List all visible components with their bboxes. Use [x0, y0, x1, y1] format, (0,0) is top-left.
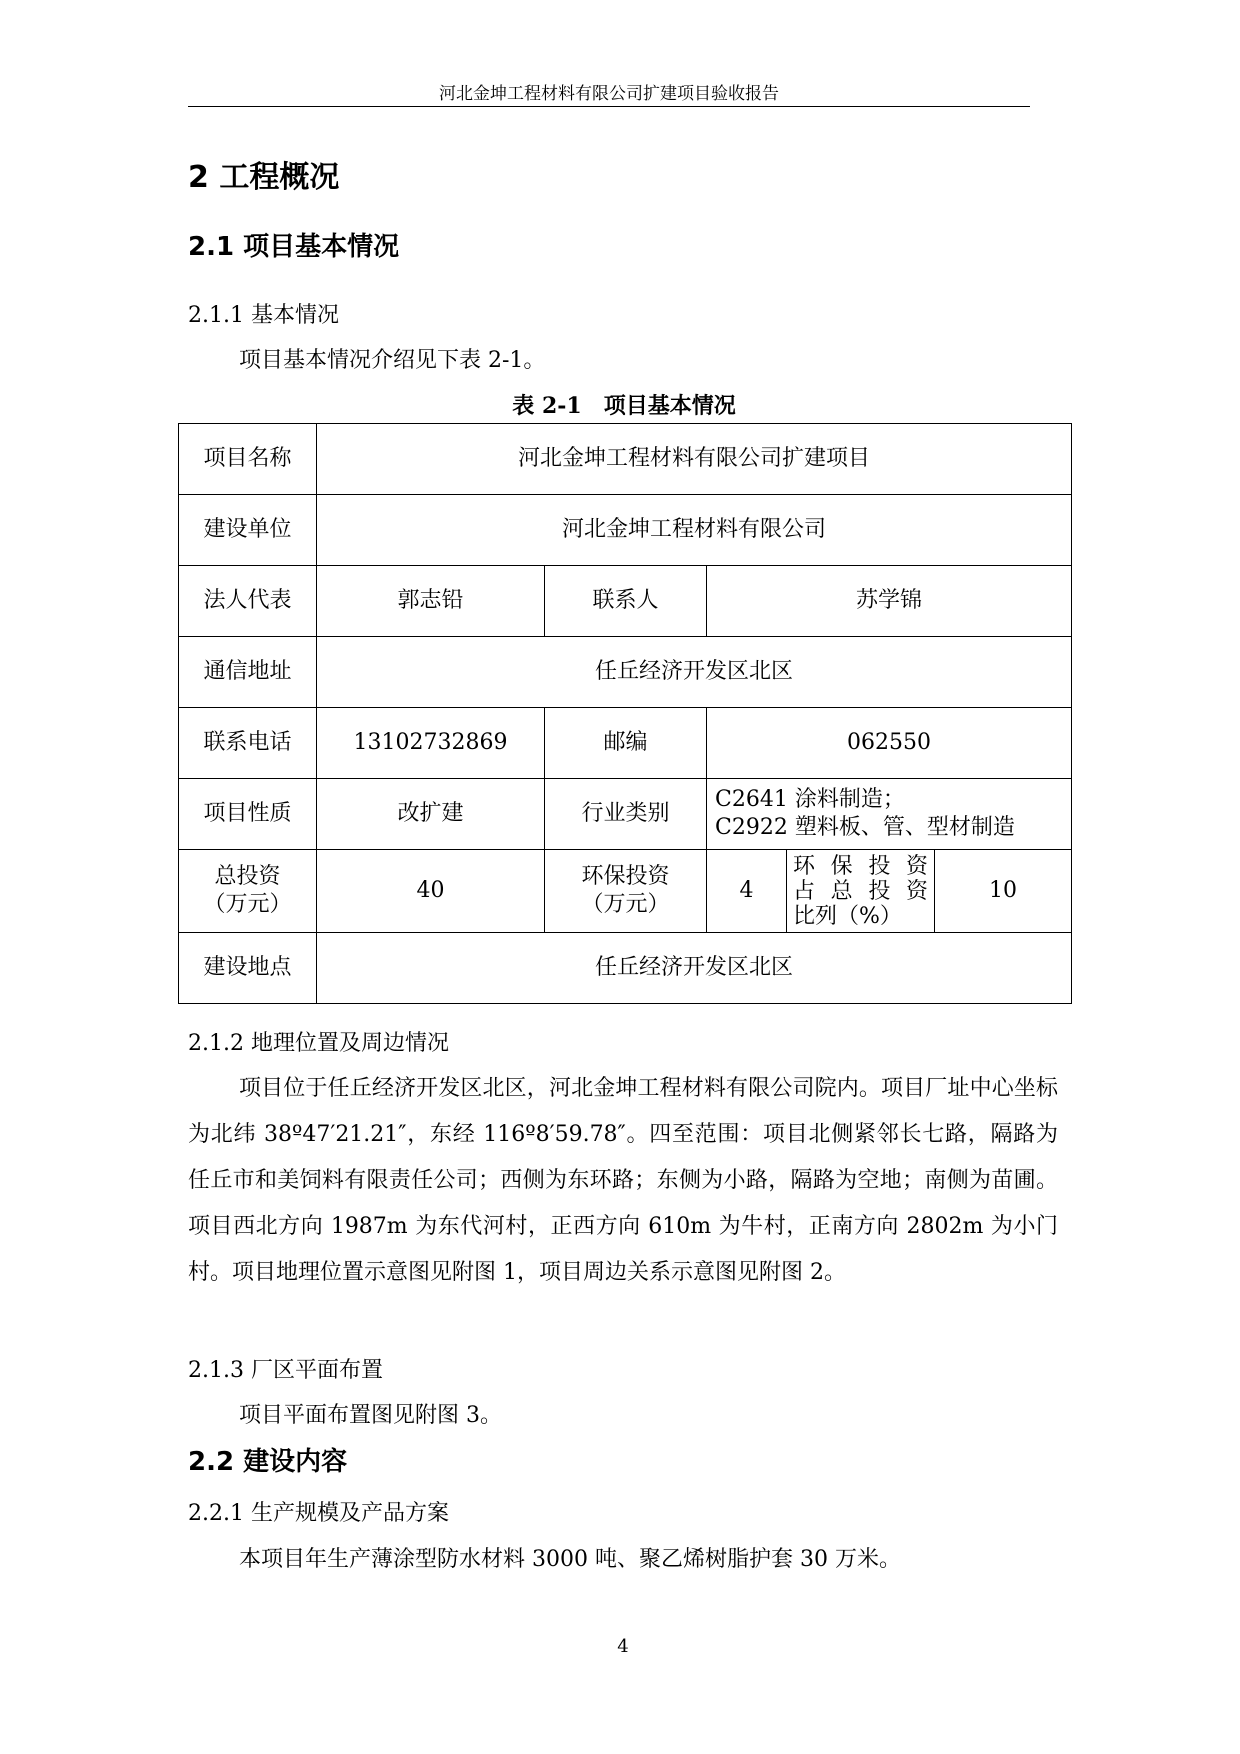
table-row — [179, 424, 1072, 495]
label-cell: 项目名称 — [179, 424, 317, 495]
value-cell: 40 — [317, 850, 545, 933]
label-cell — [545, 850, 707, 933]
section-heading-2-1: 2.1 项目基本情况 — [188, 232, 400, 262]
value-cell: 任丘经济开发区北区 — [317, 933, 1072, 1004]
label-cell: 法人代表 — [179, 566, 317, 637]
table-row — [179, 933, 1072, 1004]
page-number: 4 — [617, 1636, 629, 1657]
subsection-heading-2-1-2: 2.1.2 地理位置及周边情况 — [188, 1031, 449, 1056]
table-row — [179, 708, 1072, 779]
label-line: 占总投资 — [793, 878, 928, 904]
value-cell: 4 — [707, 850, 787, 933]
label-cell — [179, 850, 317, 933]
label-cell: 项目性质 — [179, 779, 317, 850]
table-row — [179, 850, 1072, 933]
chapter-heading: 2 工程概况 — [188, 160, 340, 195]
label-line: （万元） — [203, 892, 292, 917]
value-cell: 062550 — [707, 708, 1072, 779]
intro-paragraph: 项目基本情况介绍见下表 2-1。 — [239, 348, 546, 373]
value-cell: 郭志铅 — [317, 566, 545, 637]
value-cell: 任丘经济开发区北区 — [317, 637, 1072, 708]
label-line: 比列（%） — [793, 903, 902, 929]
value-cell: 13102732869 — [317, 708, 545, 779]
project-info-table — [178, 423, 1072, 1004]
label-cell: 行业类别 — [545, 779, 707, 850]
table-row — [179, 566, 1072, 637]
header-rule — [188, 106, 1030, 107]
table-row — [179, 637, 1072, 708]
label-line: 环保投资 — [581, 864, 670, 889]
label-line: 总投资 — [214, 864, 281, 889]
label-line: （万元） — [581, 892, 670, 917]
subsection-heading-2-1-3: 2.1.3 厂区平面布置 — [188, 1358, 383, 1383]
value-cell: 河北金坤工程材料有限公司扩建项目 — [317, 424, 1072, 495]
layout-paragraph: 项目平面布置图见附图 3。 — [239, 1403, 502, 1428]
industry-value-cell — [707, 779, 1072, 850]
label-line: 环保投资 — [793, 853, 928, 879]
value-cell: 10 — [935, 850, 1072, 933]
table-row — [179, 495, 1072, 566]
label-cell: 通信地址 — [179, 637, 317, 708]
subsection-heading-2-1-1: 2.1.1 基本情况 — [188, 303, 339, 328]
industry-code-line: C2641 涂料制造； — [715, 787, 905, 812]
table-caption: 表 2-1 项目基本情况 — [512, 393, 736, 419]
label-cell — [787, 850, 935, 933]
location-paragraph: 项目位于任丘经济开发区北区，河北金坤工程材料有限公司院内。项目厂址中心坐标为北纬 38º47′21.21″，东经 116º8′59.78″。四至范围：项目北侧紧邻长七路，隔路为任丘市和美饲料有限责任公司；西侧为东环路；东侧为小路，隔路为空地；南侧为苗圃。项目西北方向 1987m 为东代河村，正西方向 610m 为牛村，正南方向 2802m 为小门村。项目地理位置示意图见附图 1，项目周边关系示意图见附图 2。 — [188, 1076, 1058, 1285]
label-cell: 建设地点 — [179, 933, 317, 1004]
section-heading-2-2: 2.2 建设内容 — [188, 1447, 348, 1477]
label-cell: 联系电话 — [179, 708, 317, 779]
value-cell: 苏学锦 — [707, 566, 1072, 637]
table-row — [179, 779, 1072, 850]
label-cell: 邮编 — [545, 708, 707, 779]
production-paragraph: 本项目年生产薄涂型防水材料 3000 吨、聚乙烯树脂护套 30 万米。 — [239, 1547, 901, 1572]
label-cell: 建设单位 — [179, 495, 317, 566]
page-header: 河北金坤工程材料有限公司扩建项目验收报告 — [439, 84, 779, 104]
label-cell: 联系人 — [545, 566, 707, 637]
industry-code-line: C2922 塑料板、管、型材制造 — [715, 815, 1015, 840]
value-cell: 改扩建 — [317, 779, 545, 850]
subsection-heading-2-2-1: 2.2.1 生产规模及产品方案 — [188, 1501, 449, 1526]
value-cell: 河北金坤工程材料有限公司 — [317, 495, 1072, 566]
